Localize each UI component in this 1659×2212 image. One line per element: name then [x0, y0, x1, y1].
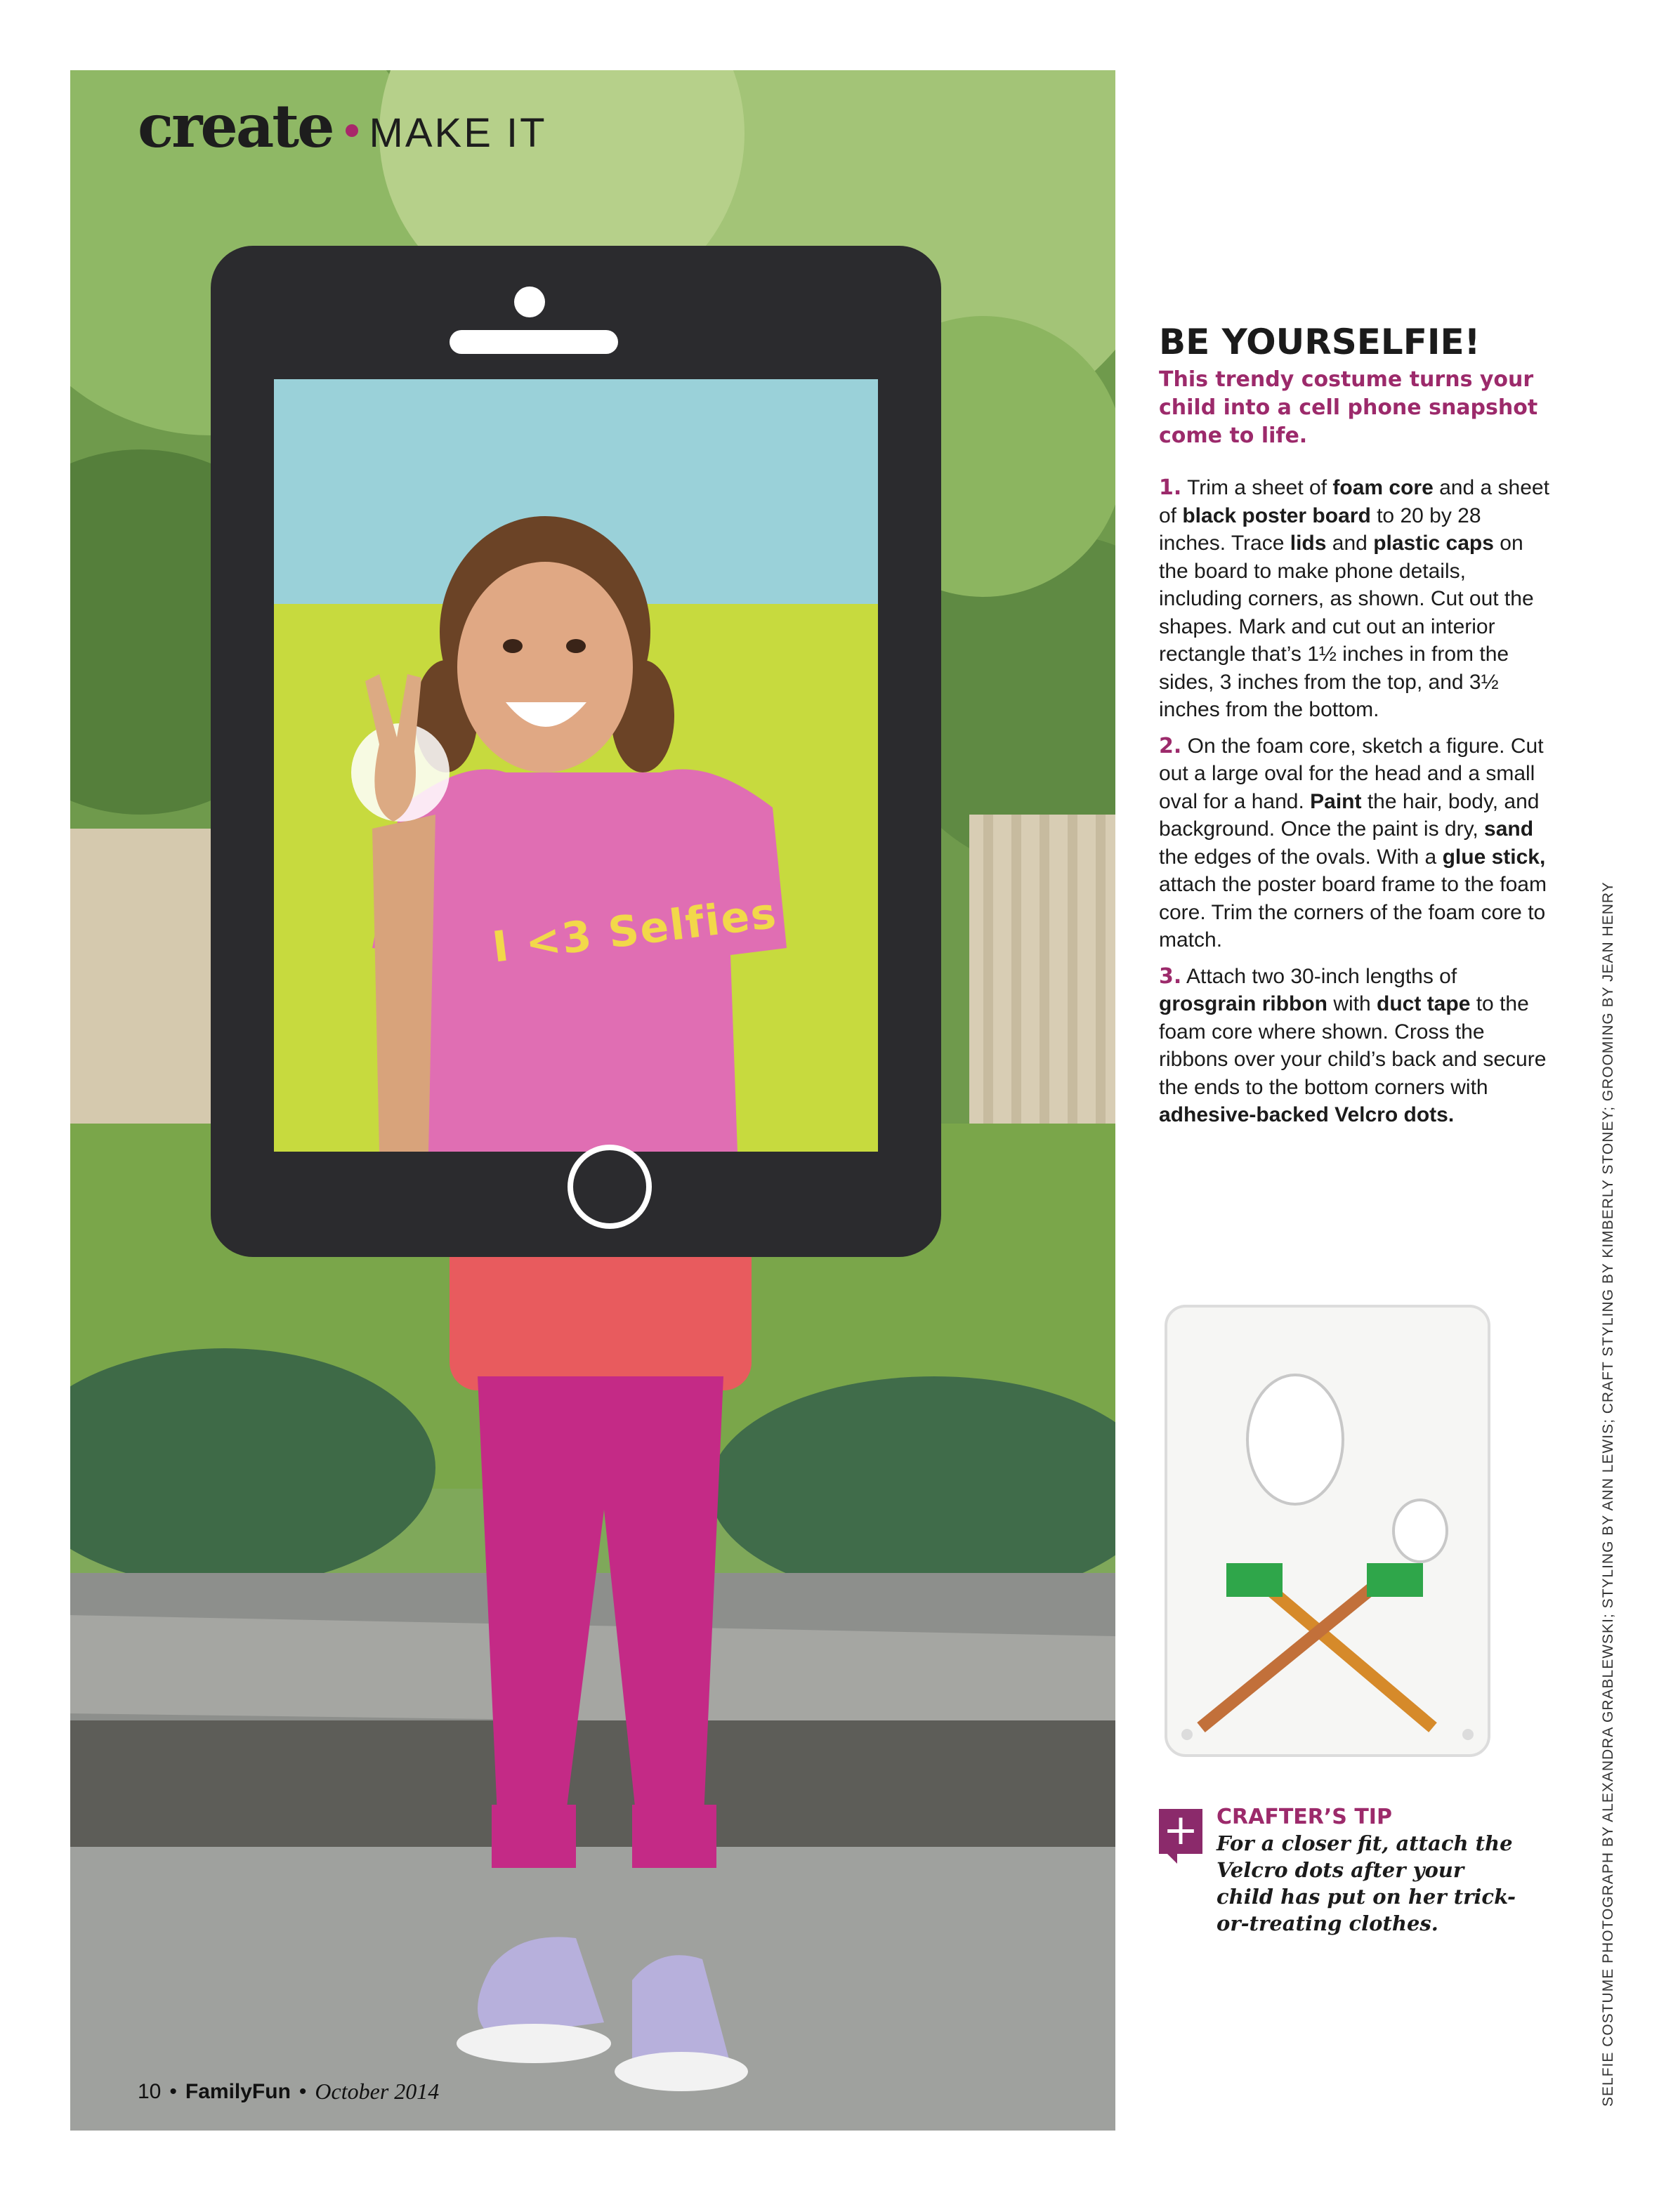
- header-dot: [346, 124, 358, 137]
- photo-illustration: [70, 70, 1115, 2131]
- step-2: 2. On the foam core, sketch a figure. Cut out a large oval for the head and a small oval for a hand. Paint the hair, body, and background. Once the paint is dry, sand the edges of the ovals. With a glue stick, attach the poster board frame to the foam core. Trim the corners of the foam core to match.: [1159, 733, 1547, 952]
- section-header: [138, 91, 547, 161]
- foam-core-back-photo: [1159, 1299, 1496, 1763]
- photo-credit: SELFIE COSTUME PHOTOGRAPH BY ALEXANDRA GRABLEWSKI; STYLING BY ANN LEWIS; CRAFT STYLING BY KIMBERLY STONEY; GROOMING BY JEAN HENRY: [1600, 881, 1616, 2107]
- article-dek: This trendy costume turns your child into a cell phone snapshot come to life.: [1159, 367, 1538, 448]
- tip-body: For a closer fit, attach the Velcro dots after your child has put on her trick-or-treating clothes.: [1217, 1831, 1516, 1935]
- page-number: 10: [138, 2079, 162, 2103]
- article-title: BE YOURSELFIE!: [1159, 322, 1481, 362]
- issue-date: October 2014: [315, 2079, 440, 2104]
- foam-core-illustration: [1159, 1299, 1496, 1763]
- subsection-label: MAKE IT: [369, 110, 547, 156]
- footer-bullet: •: [169, 2079, 177, 2103]
- step-1: 1. Trim a sheet of foam core and a sheet of black poster board to 20 by 28 inches. Trace lids and plastic caps on the board to make phone details, including corners, as shown. Cut out the shapes. Mark and cut out an interior rectangle that’s 1½ inches in from the sides, 3 inches from the top, and 3½ inches from the bottom.: [1159, 475, 1549, 721]
- plus-icon: +: [1159, 1809, 1202, 1854]
- footer-bullet: •: [299, 2079, 307, 2103]
- section-label: create: [138, 91, 333, 161]
- costume-photo: [70, 70, 1115, 2131]
- step-3: 3. Attach two 30-inch lengths of grosgrain ribbon with duct tape to the foam core where shown. Cross the ribbons over your child’s back and secure the ends to the bottom corners with adhesive-backed Velcro dots.: [1159, 963, 1547, 1126]
- article: [1159, 323, 1552, 1138]
- page-footer: [138, 2079, 439, 2105]
- magazine-name: FamilyFun: [185, 2079, 291, 2103]
- shirt-text: I <3 Selfies: [490, 888, 780, 973]
- tip-heading: CRAFTER’S TIP: [1217, 1805, 1392, 1829]
